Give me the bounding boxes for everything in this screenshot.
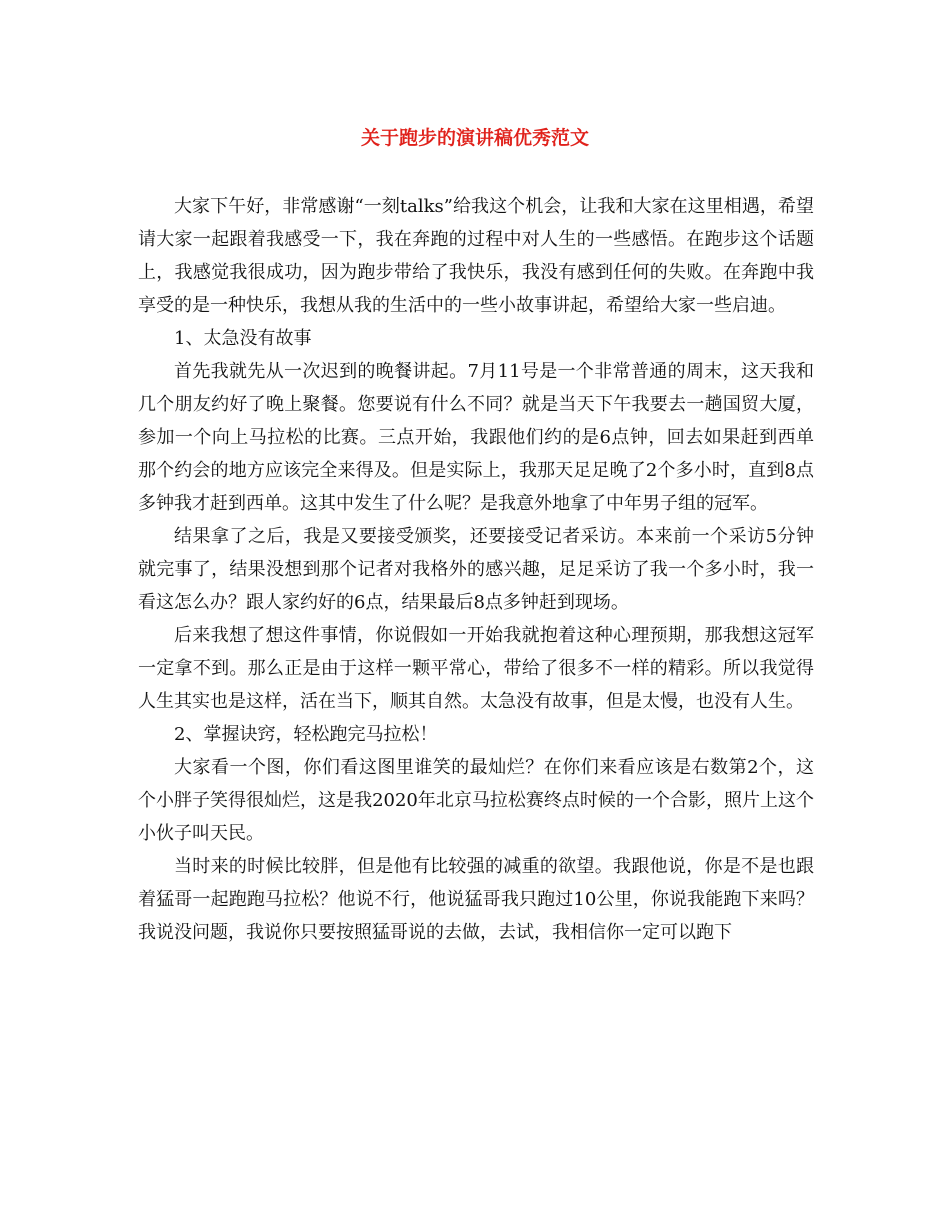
document-body	[138, 190, 814, 949]
document-title: 关于跑步的演讲稿优秀范文	[360, 127, 589, 149]
paragraph-tianmin: 当时来的时候比较胖，但是他有比较强的减重的欲望。我跟他说，你是不是也跟着猛哥一起跑跑马拉松？他说不行，他说猛哥我只跑过10公里，你说我能跑下来吗？我说没问题，我说你只要按照猛哥说的去做，去试，我相信你一定可以跑下	[138, 856, 814, 943]
paragraph-photo: 大家看一个图，你们看这图里谁笑的最灿烂？在你们来看应该是右数第2个，这个小胖子笑得很灿烂，这是我2020年北京马拉松赛终点时候的一个合影，照片上这个小伙子叫天民。	[138, 757, 814, 844]
paragraph-intro: 大家下午好，非常感谢“一刻talks”给我这个机会，让我和大家在这里相遇，希望请大家一起跟着我感受一下，我在奔跑的过程中对人生的一些感悟。在跑步这个话题上，我感觉我很成功，因为跑步带给了我快乐，我没有感到任何的失败。在奔跑中我享受的是一种快乐，我想从我的生活中的一些小故事讲起，希望给大家一些启迪。	[138, 196, 814, 316]
paragraph-interview: 结果拿了之后，我是又要接受颁奖，还要接受记者采访。本来前一个采访5分钟就完事了，结果没想到那个记者对我格外的感兴趣，足足采访了我一个多小时，我一看这怎么办？跟人家约好的6点，结果最后8点多钟赶到现场。	[138, 526, 814, 613]
paragraph-late-dinner: 首先我就先从一次迟到的晚餐讲起。7月11号是一个非常普通的周末，这天我和几个朋友约好了晚上聚餐。您要说有什么不同？就是当天下午我要去一趟国贸大厦，参加一个向上马拉松的比赛。三点开始，我跟他们约的是6点钟，回去如果赶到西单那个约会的地方应该完全来得及。但是实际上，我那天足足晚了2个多小时，直到8点多钟我才赶到西单。这其中发生了什么呢？是我意外地拿了中年男子组的冠军。	[138, 361, 814, 514]
section-heading-1: 1、太急没有故事	[174, 328, 312, 349]
section-heading-2: 2、掌握诀窍，轻松跑完马拉松！	[174, 724, 438, 745]
paragraph-reflection: 后来我想了想这件事情，你说假如一开始我就抱着这种心理预期，那我想这冠军一定拿不到。那么正是由于这样一颗平常心，带给了很多不一样的精彩。所以我觉得人生其实也是这样，活在当下，顺其自然。太急没有故事，但是太慢，也没有人生。	[138, 625, 814, 712]
